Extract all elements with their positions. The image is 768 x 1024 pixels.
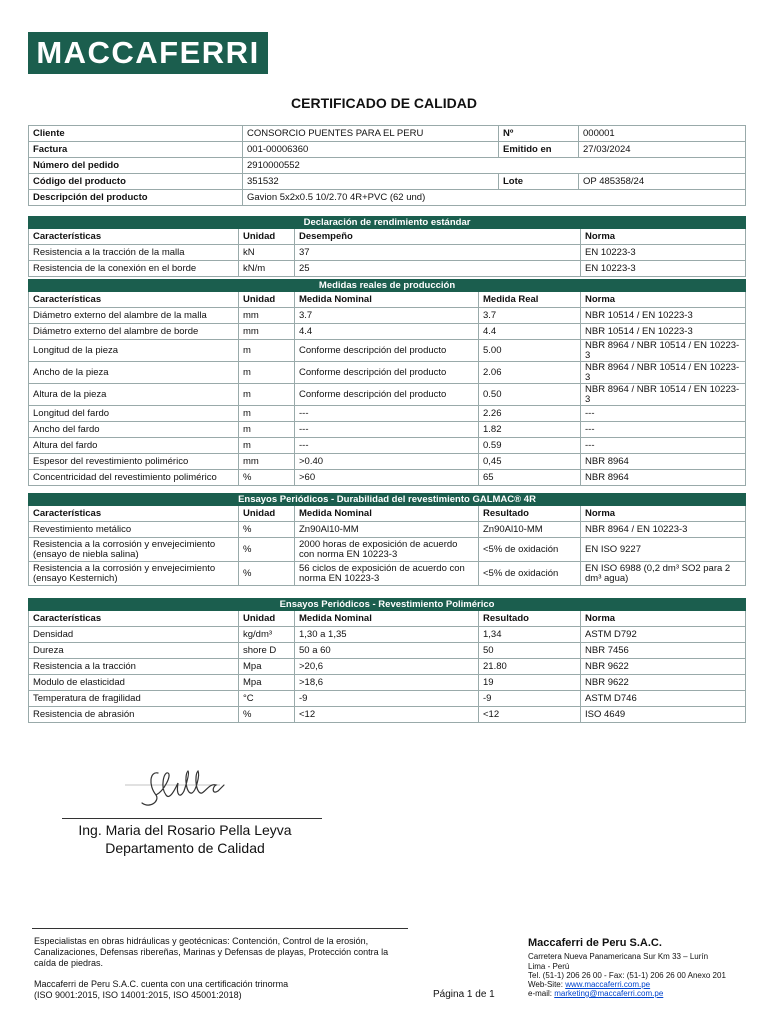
table-cell: Diámetro externo del alambre de borde bbox=[29, 324, 239, 340]
cliente-label: Cliente bbox=[29, 126, 243, 142]
table-cell: EN ISO 9227 bbox=[581, 538, 746, 562]
table-cell: >0.40 bbox=[295, 454, 479, 470]
section-band: Ensayos Periódicos - Revestimiento Polimérico bbox=[29, 599, 746, 611]
table-cell: --- bbox=[581, 422, 746, 438]
table-cell: 56 ciclos de exposición de acuerdo con norma EN 10223-3 bbox=[295, 562, 479, 586]
table-cell: Altura de la pieza bbox=[29, 384, 239, 406]
company-phone: Tel. (51-1) 206 26 00 - Fax: (51-1) 206 26 00 Anexo 201 bbox=[528, 971, 726, 980]
signature-line bbox=[62, 818, 322, 819]
table-row bbox=[29, 261, 746, 277]
table-cell: Temperatura de fragilidad bbox=[29, 691, 239, 707]
table-row bbox=[29, 707, 746, 723]
table-cell: 3.7 bbox=[295, 308, 479, 324]
number-label: Nº bbox=[499, 126, 579, 142]
table-row bbox=[29, 422, 746, 438]
table-cell: -9 bbox=[295, 691, 479, 707]
table-cell: Ancho de la pieza bbox=[29, 362, 239, 384]
table-row bbox=[29, 384, 746, 406]
table-cell: Conforme descripción del producto bbox=[295, 384, 479, 406]
table-cell: Diámetro externo del alambre de la malla bbox=[29, 308, 239, 324]
table-cell: °C bbox=[239, 691, 295, 707]
column-header: Características bbox=[29, 506, 239, 522]
header-row bbox=[29, 611, 746, 627]
table-row bbox=[29, 454, 746, 470]
table-cell: 50 bbox=[479, 643, 581, 659]
table-row bbox=[29, 538, 746, 562]
page-title: CERTIFICADO DE CALIDAD bbox=[291, 95, 477, 111]
table-row bbox=[29, 245, 746, 261]
table-row bbox=[29, 406, 746, 422]
table-cell: <5% de oxidación bbox=[479, 538, 581, 562]
table-row bbox=[29, 362, 746, 384]
column-header: Medida Nominal bbox=[295, 506, 479, 522]
table-cell: 65 bbox=[479, 470, 581, 486]
factura-label: Factura bbox=[29, 142, 243, 158]
column-header: Resultado bbox=[479, 506, 581, 522]
table-cell: <12 bbox=[295, 707, 479, 723]
info-row bbox=[29, 174, 746, 190]
descripcion-label: Descripción del producto bbox=[29, 190, 243, 206]
info-row bbox=[29, 126, 746, 142]
table-cell: Espesor del revestimiento polimérico bbox=[29, 454, 239, 470]
table-row bbox=[29, 562, 746, 586]
table-cell: Revestimiento metálico bbox=[29, 522, 239, 538]
number-value: 000001 bbox=[579, 126, 746, 142]
table-cell: 2000 horas de exposición de acuerdo con norma EN 10223-3 bbox=[295, 538, 479, 562]
table-cell: Ancho del fardo bbox=[29, 422, 239, 438]
polimerico-table bbox=[28, 598, 746, 723]
table-cell: 19 bbox=[479, 675, 581, 691]
table-cell: 50 a 60 bbox=[295, 643, 479, 659]
info-row bbox=[29, 142, 746, 158]
table-cell: m bbox=[239, 340, 295, 362]
table-cell: 0,45 bbox=[479, 454, 581, 470]
table-cell: --- bbox=[581, 438, 746, 454]
table-row bbox=[29, 438, 746, 454]
table-cell: Resistencia a la corrosión y envejecimiento (ensayo Kesternich) bbox=[29, 562, 239, 586]
table-row bbox=[29, 643, 746, 659]
header-row bbox=[29, 292, 746, 308]
table-cell: --- bbox=[581, 406, 746, 422]
medidas-table bbox=[28, 279, 746, 486]
table-cell: Concentricidad del revestimiento polimérico bbox=[29, 470, 239, 486]
table-cell: 0.59 bbox=[479, 438, 581, 454]
table-row bbox=[29, 522, 746, 538]
column-header: Características bbox=[29, 229, 239, 245]
table-cell: 3.7 bbox=[479, 308, 581, 324]
column-header: Norma bbox=[581, 292, 746, 308]
table-cell: NBR 8964 bbox=[581, 470, 746, 486]
codigo-label: Código del producto bbox=[29, 174, 243, 190]
table-cell: NBR 8964 / NBR 10514 / EN 10223-3 bbox=[581, 384, 746, 406]
table-row bbox=[29, 470, 746, 486]
column-header: Medida Nominal bbox=[295, 611, 479, 627]
company-name: Maccaferri de Peru S.A.C. bbox=[528, 937, 662, 949]
table-cell: Modulo de elasticidad bbox=[29, 675, 239, 691]
table-cell: EN ISO 6988 (0,2 dm³ SO2 para 2 dm³ agua) bbox=[581, 562, 746, 586]
table-cell: % bbox=[239, 538, 295, 562]
table-cell: % bbox=[239, 522, 295, 538]
table-row bbox=[29, 340, 746, 362]
table-cell: 2.06 bbox=[479, 362, 581, 384]
table-cell: NBR 9622 bbox=[581, 659, 746, 675]
table-cell: Dureza bbox=[29, 643, 239, 659]
table-cell: -9 bbox=[479, 691, 581, 707]
table-cell: Resistencia de la conexión en el borde bbox=[29, 261, 239, 277]
column-header: Norma bbox=[581, 506, 746, 522]
column-header: Resultado bbox=[479, 611, 581, 627]
table-cell: mm bbox=[239, 324, 295, 340]
table-cell: Resistencia a la corrosión y envejecimiento (ensayo de niebla salina) bbox=[29, 538, 239, 562]
table-cell: EN 10223-3 bbox=[581, 245, 746, 261]
table-cell: NBR 10514 / EN 10223-3 bbox=[581, 308, 746, 324]
table-cell: mm bbox=[239, 308, 295, 324]
table-cell: 5.00 bbox=[479, 340, 581, 362]
column-header: Unidad bbox=[239, 292, 295, 308]
table-cell: ASTM D792 bbox=[581, 627, 746, 643]
table-cell: ISO 4649 bbox=[581, 707, 746, 723]
table-cell: 4.4 bbox=[479, 324, 581, 340]
table-cell: Zn90Al10-MM bbox=[295, 522, 479, 538]
table-cell: 4.4 bbox=[295, 324, 479, 340]
table-cell: --- bbox=[295, 438, 479, 454]
page-number: Página 1 de 1 bbox=[433, 989, 495, 1000]
table-row bbox=[29, 691, 746, 707]
table-cell: m bbox=[239, 422, 295, 438]
maccaferri-logo: MACCAFERRI bbox=[28, 32, 268, 74]
table-cell: 37 bbox=[295, 245, 581, 261]
table-row bbox=[29, 627, 746, 643]
table-row bbox=[29, 324, 746, 340]
table-cell: Resistencia a la tracción bbox=[29, 659, 239, 675]
table-cell: 1.82 bbox=[479, 422, 581, 438]
table-cell: <12 bbox=[479, 707, 581, 723]
column-header: Norma bbox=[581, 229, 746, 245]
footer-certification: Maccaferri de Peru S.A.C. cuenta con una certificación trinorma bbox=[34, 979, 289, 989]
footer-iso-list: (ISO 9001:2015, ISO 14001:2015, ISO 45001:2018) bbox=[34, 990, 242, 1000]
signer-department: Departamento de Calidad bbox=[105, 840, 265, 856]
table-cell: 21.80 bbox=[479, 659, 581, 675]
emitido-label: Emitido en bbox=[499, 142, 579, 158]
table-cell: >20,6 bbox=[295, 659, 479, 675]
column-header: Norma bbox=[581, 611, 746, 627]
table-cell: Zn90Al10-MM bbox=[479, 522, 581, 538]
table-cell: Densidad bbox=[29, 627, 239, 643]
table-cell: 2.26 bbox=[479, 406, 581, 422]
pedido-label: Número del pedido bbox=[29, 158, 243, 174]
table-cell: % bbox=[239, 707, 295, 723]
table-cell: Conforme descripción del producto bbox=[295, 340, 479, 362]
header-row bbox=[29, 506, 746, 522]
table-cell: >60 bbox=[295, 470, 479, 486]
column-header: Medida Nominal bbox=[295, 292, 479, 308]
column-header: Características bbox=[29, 292, 239, 308]
table-cell: mm bbox=[239, 454, 295, 470]
column-header: Desempeño bbox=[295, 229, 581, 245]
table-cell: Altura del fardo bbox=[29, 438, 239, 454]
column-header: Medida Real bbox=[479, 292, 581, 308]
table-cell: NBR 8964 / NBR 10514 / EN 10223-3 bbox=[581, 362, 746, 384]
table-cell: Longitud del fardo bbox=[29, 406, 239, 422]
emitido-value: 27/03/2024 bbox=[579, 142, 746, 158]
website-link[interactable]: www.maccaferri.com.pe bbox=[565, 980, 651, 989]
table-cell: kN bbox=[239, 245, 295, 261]
table-cell: 1,34 bbox=[479, 627, 581, 643]
info-row bbox=[29, 190, 746, 206]
table-cell: Conforme descripción del producto bbox=[295, 362, 479, 384]
table-cell: Resistencia de abrasión bbox=[29, 707, 239, 723]
info-table bbox=[28, 125, 746, 206]
table-cell: 1,30 a 1,35 bbox=[295, 627, 479, 643]
table-cell: Longitud de la pieza bbox=[29, 340, 239, 362]
signer-name: Ing. Maria del Rosario Pella Leyva bbox=[78, 822, 292, 838]
descripcion-value: Gavion 5x2x0.5 10/2.70 4R+PVC (62 und) bbox=[243, 190, 746, 206]
table-cell: EN 10223-3 bbox=[581, 261, 746, 277]
table-cell: NBR 7456 bbox=[581, 643, 746, 659]
codigo-value: 351532 bbox=[243, 174, 499, 190]
table-cell: m bbox=[239, 438, 295, 454]
table-cell: m bbox=[239, 406, 295, 422]
table-cell: NBR 8964 / EN 10223-3 bbox=[581, 522, 746, 538]
cliente-value: CONSORCIO PUENTES PARA EL PERU bbox=[243, 126, 499, 142]
table-cell: shore D bbox=[239, 643, 295, 659]
column-header: Unidad bbox=[239, 229, 295, 245]
lote-value: OP 485358/24 bbox=[579, 174, 746, 190]
company-city: Lima - Perú bbox=[528, 962, 570, 971]
column-header: Unidad bbox=[239, 506, 295, 522]
table-cell: m bbox=[239, 362, 295, 384]
email-link[interactable]: marketing@maccaferri.com.pe bbox=[554, 989, 664, 998]
info-row bbox=[29, 158, 746, 174]
section-band: Declaración de rendimiento estándar bbox=[29, 217, 746, 229]
table-cell: NBR 8964 / NBR 10514 / EN 10223-3 bbox=[581, 340, 746, 362]
table-cell: 0.50 bbox=[479, 384, 581, 406]
footer-description: Especialistas en obras hidráulicas y geotécnicas: Contención, Control de la erosión, Canalizaciones, Defensas ribereñas, Marinas y Defensas de playas, Protección contra la caída de piedras. bbox=[34, 936, 389, 968]
table-cell: kg/dm³ bbox=[239, 627, 295, 643]
section-band: Ensayos Periódicos - Durabilidad del revestimiento GALMAC® 4R bbox=[29, 494, 746, 506]
table-row bbox=[29, 659, 746, 675]
table-cell: NBR 10514 / EN 10223-3 bbox=[581, 324, 746, 340]
table-cell: Resistencia a la tracción de la malla bbox=[29, 245, 239, 261]
website-label: Web-Site: bbox=[528, 980, 566, 989]
table-cell: Mpa bbox=[239, 659, 295, 675]
table-cell: % bbox=[239, 562, 295, 586]
lote-label: Lote bbox=[499, 174, 579, 190]
pedido-value: 2910000552 bbox=[243, 158, 746, 174]
factura-value: 001-00006360 bbox=[243, 142, 499, 158]
table-row bbox=[29, 675, 746, 691]
rendimiento-table bbox=[28, 216, 746, 277]
table-cell: 25 bbox=[295, 261, 581, 277]
company-email bbox=[528, 989, 663, 999]
table-cell: Mpa bbox=[239, 675, 295, 691]
durabilidad-table bbox=[28, 493, 746, 586]
handwritten-signature bbox=[120, 765, 260, 813]
table-cell: NBR 8964 bbox=[581, 454, 746, 470]
table-cell: --- bbox=[295, 422, 479, 438]
table-cell: --- bbox=[295, 406, 479, 422]
company-address: Carretera Nueva Panamericana Sur Km 33 – Lurín bbox=[528, 952, 709, 961]
email-label: e-mail: bbox=[528, 989, 555, 998]
footer-divider bbox=[32, 928, 408, 929]
table-cell: kN/m bbox=[239, 261, 295, 277]
table-cell: <5% de oxidación bbox=[479, 562, 581, 586]
table-cell: >18,6 bbox=[295, 675, 479, 691]
table-cell: m bbox=[239, 384, 295, 406]
column-header: Unidad bbox=[239, 611, 295, 627]
section-band: Medidas reales de producción bbox=[29, 280, 746, 292]
column-header: Características bbox=[29, 611, 239, 627]
header-row bbox=[29, 229, 746, 245]
table-cell: NBR 9622 bbox=[581, 675, 746, 691]
table-row bbox=[29, 308, 746, 324]
table-cell: % bbox=[239, 470, 295, 486]
table-cell: ASTM D746 bbox=[581, 691, 746, 707]
